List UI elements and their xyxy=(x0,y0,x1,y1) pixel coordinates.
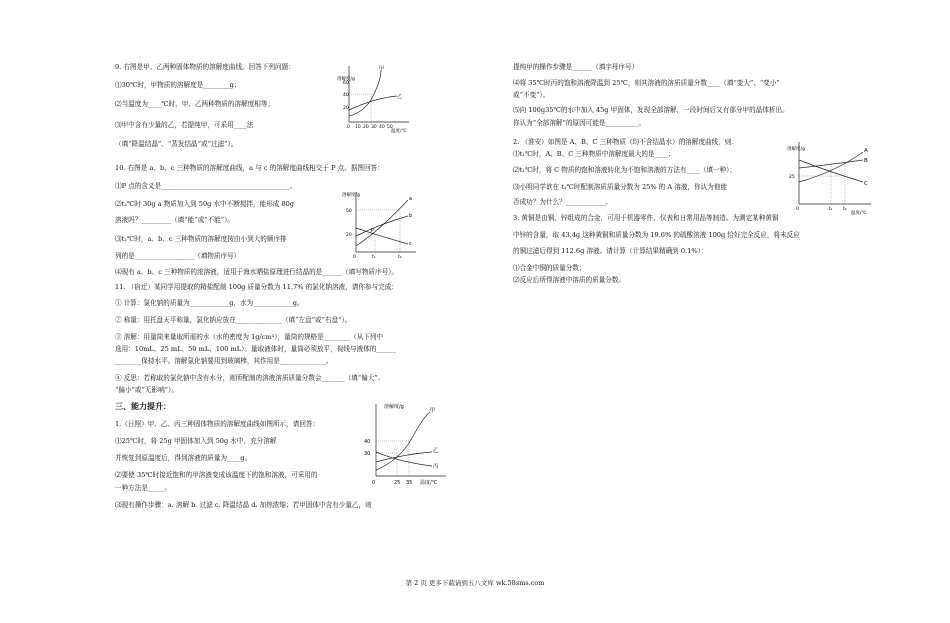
x-tick: 0 xyxy=(353,255,356,260)
x-tick: 40 xyxy=(379,125,385,130)
q11-step1: ① 计算：氯化钠的质量为____________g，水为____________g。 xyxy=(115,299,304,307)
q1-part5b: 你认为“全部溶解”的原因可能是__________。 xyxy=(513,119,646,127)
q1-part2a: ⑵要使 35℃时接近饱和的甲溶液变成该温度下的饱和溶液，可采用的 xyxy=(115,471,318,479)
q9-stem: 9. 右图是甲、乙两种固体物质的溶解度曲线。回答下列问题： xyxy=(115,63,295,71)
curve-label: b xyxy=(409,213,413,219)
curve-label: c xyxy=(409,241,412,247)
x-tick: 50 xyxy=(387,125,393,130)
curve-label: 甲 xyxy=(379,66,385,72)
q1-part3-cont: 提纯甲的操作步骤是______（填字母序号） xyxy=(513,63,639,71)
q11-step4a: ④ 反思：若称取的氯化钠中含有水分，则所配制的溶液溶质质量分数会_______（填“偏大”、 xyxy=(115,374,385,382)
x-label: 温度/℃ xyxy=(851,211,867,216)
curve-label: 丙 xyxy=(433,464,439,470)
q10-part1: ⑴P 点的含义是_______________________________________。 xyxy=(115,182,297,190)
x-label: 温度/℃ xyxy=(391,129,407,134)
q9-part2: ⑵当温度为____℃时，甲、乙两种物质的溶解度相等； xyxy=(115,100,275,108)
curve-yi xyxy=(349,96,397,110)
x-tick: t₁ xyxy=(829,207,833,212)
q2-part2: ⑵t₁℃时，将 C 物质的饱和溶液转化为不饱和溶液的方法有____（填一种）； xyxy=(513,166,737,174)
q2-part1: ⑴t₁℃时，A、B、C 三种物质中溶解度最大的是____； xyxy=(513,150,675,158)
q1-part1b: 并恢复到原温度后，得到溶液的质量为____g。 xyxy=(115,454,252,462)
curve-label: B xyxy=(864,158,868,164)
x-tick: t₁ xyxy=(372,255,376,260)
q3-stem-line1: 3. 黄铜是由铜、锌组成的合金，可用于机器零件、仪表和日常用品等制造。为测定某种黄铜 xyxy=(513,214,779,222)
y-tick: 50 xyxy=(346,209,352,214)
q10-stem: 10. 右图是 a、b、c 三种物质的溶解度曲线，a 与 c 的溶解度曲线相交于 P 点。据图回答： xyxy=(115,164,384,172)
q3-stem-line3: 的铜过滤后得到 112.6g 溶液。请计算（计算结果精确到 0.1%）： xyxy=(513,247,708,255)
y-tick: 20 xyxy=(343,106,349,111)
y-tick: 40 xyxy=(364,439,371,445)
point-label: P xyxy=(371,228,375,234)
x-tick: 20 xyxy=(363,125,369,130)
q2-stem: 2. （淮安）如图是 A、B、C 三种物质（均不含结晶水）的溶解度曲线，则： xyxy=(513,138,739,146)
x-tick: t₂ xyxy=(398,255,402,260)
y-tick: 20 xyxy=(346,233,352,238)
x-tick: 0 xyxy=(347,125,350,130)
q1-part4b: 或“不变”）。 xyxy=(513,91,550,99)
y-label: 溶解度/g xyxy=(342,193,360,198)
curve-label: A xyxy=(864,148,868,154)
y-tick: 60 xyxy=(343,81,349,86)
curve-c xyxy=(356,228,408,244)
curve-label: a xyxy=(409,196,413,202)
q11-step3a: ③ 溶解：用量筒来量取所需的水（水的密度为 1g/cm³），量筒的规格是________（从下列中 xyxy=(115,333,384,341)
curve-bing xyxy=(376,452,432,466)
q11-stem: 11. （宿迁）某同学用提取的精盐配制 100g 质量分数为 11.7% 的氯化钠溶液，请你参与完成： xyxy=(115,283,398,291)
x-tick: t₂ xyxy=(843,207,847,212)
q10-solubility-graph xyxy=(340,186,420,266)
curve-label: 乙 xyxy=(397,94,403,100)
y-label: 溶解度/g xyxy=(384,404,404,410)
q1-stem: 1.（日照）甲、乙、丙三种固体物质的溶解度曲线如图所示，请回答： xyxy=(115,420,320,428)
q3-part2: ⑵反应后所得溶液中溶质的质量分数。 xyxy=(513,276,626,284)
q10-part2b: 溶液吗？_________（填“能”或“不能”）。 xyxy=(115,216,234,224)
q1-part4a: ⑷将 35℃时丙的饱和溶液降温到 25℃，则其溶液的溶质质量分数____（填“变大”、“变小” xyxy=(513,79,780,87)
q11-step4b: “偏小”或“无影响”）。 xyxy=(115,386,178,394)
q1-part3: ⑶现有操作步骤：a. 溶解 b. 过滤 c. 降温结晶 d. 加热浓缩；若甲固体中含有少量乙，则 xyxy=(115,501,372,509)
q3-part1: ⑴合金中铜的质量分数； xyxy=(513,264,586,272)
y-label: 溶解度/g xyxy=(787,147,805,152)
q1-part1a: ⑴25℃时，将 25g 甲固体加入到 50g 水中，充分溶解 xyxy=(115,437,277,445)
q2-part3a: ⑶小明同学欲在 t₁℃时配制溶质质量分数为 25% 的 A 溶液，你认为他能 xyxy=(513,183,728,191)
q9-part3: ⑶甲中含有少量的乙，若提纯甲，可采用____法 xyxy=(115,121,254,129)
curve-label: C xyxy=(864,181,868,187)
y-tick: 30 xyxy=(364,451,371,457)
q9-part1: ⑴30℃时，甲物质的溶解度是________g； xyxy=(115,81,241,89)
x-tick: 25 xyxy=(394,480,401,486)
x-label: 温度/℃ xyxy=(420,480,438,486)
y-label: 溶解度/g xyxy=(337,77,355,82)
curve-label: 甲 xyxy=(430,408,436,414)
q11-step2: ② 称量：用托盘天平称量，氯化钠应放在______________（填“左盘”或“右盘”）。 xyxy=(115,316,352,324)
q1-part5a: ⑸向 100g35℃的水中加入 45g 甲固体，发现全部溶解，一段时间后又有部分甲的晶体析出。 xyxy=(513,106,789,114)
x-tick: 30 xyxy=(371,125,377,130)
q3-stem-line2: 中锌的含量，取 43.4g 这种黄铜和质量分数为 19.6% 的硫酸溶液 100g 恰好完全反应，将未反应 xyxy=(513,231,800,239)
q10-part3b: 列的是__________________（填物质序号） xyxy=(115,252,241,260)
curve-a xyxy=(356,200,408,246)
page-footer: 第 2 页 更多下载请到五八文库 wk.58sms.com xyxy=(405,579,545,587)
q10-part4: ⑷现有 a、b、c 三种物质的浓溶液，适用于海水晒盐原理进行结晶的是______（填写物质序号）。 xyxy=(115,268,399,276)
q10-part3a: ⑶t₂℃时，a、b、c 三种物质的溶解度按由小到大的顺序排 xyxy=(115,235,287,243)
x-tick: 0 xyxy=(372,480,376,486)
q2-solubility-graph xyxy=(785,138,875,216)
y-tick: 40 xyxy=(343,93,349,98)
x-tick: 0 xyxy=(796,207,799,212)
curve-label: 乙 xyxy=(433,448,439,454)
x-tick: 35 xyxy=(406,480,413,486)
q9-solubility-graph xyxy=(335,62,413,136)
curve-yi xyxy=(376,452,432,462)
q11-step3b: 选用：10mL、25 mL、50 mL、100 mL）。量取液体时，量筒必须放平，视线与液体的______ xyxy=(115,345,397,353)
q2-part3b: 否成功？为什么？____________。 xyxy=(513,198,612,206)
x-tick: 10 xyxy=(355,125,361,130)
section-heading: 三、能力提升： xyxy=(115,401,171,411)
q11-step3c: ________保持水平。溶解氯化钠要用到玻璃棒，其作用是______________。 xyxy=(115,357,333,365)
q10-part2a: ⑵t₂℃时 30g a 物质加入到 50g 水中不断搅拌，能形成 80g xyxy=(115,200,295,208)
q1-solubility-graph xyxy=(360,400,450,492)
q9-part3-hint: （填“降温结晶”、“蒸发结晶”或“过滤”）。 xyxy=(115,140,238,148)
y-tick: 25 xyxy=(789,175,795,180)
q1-part2b: 一种方法是_____。 xyxy=(115,484,172,492)
